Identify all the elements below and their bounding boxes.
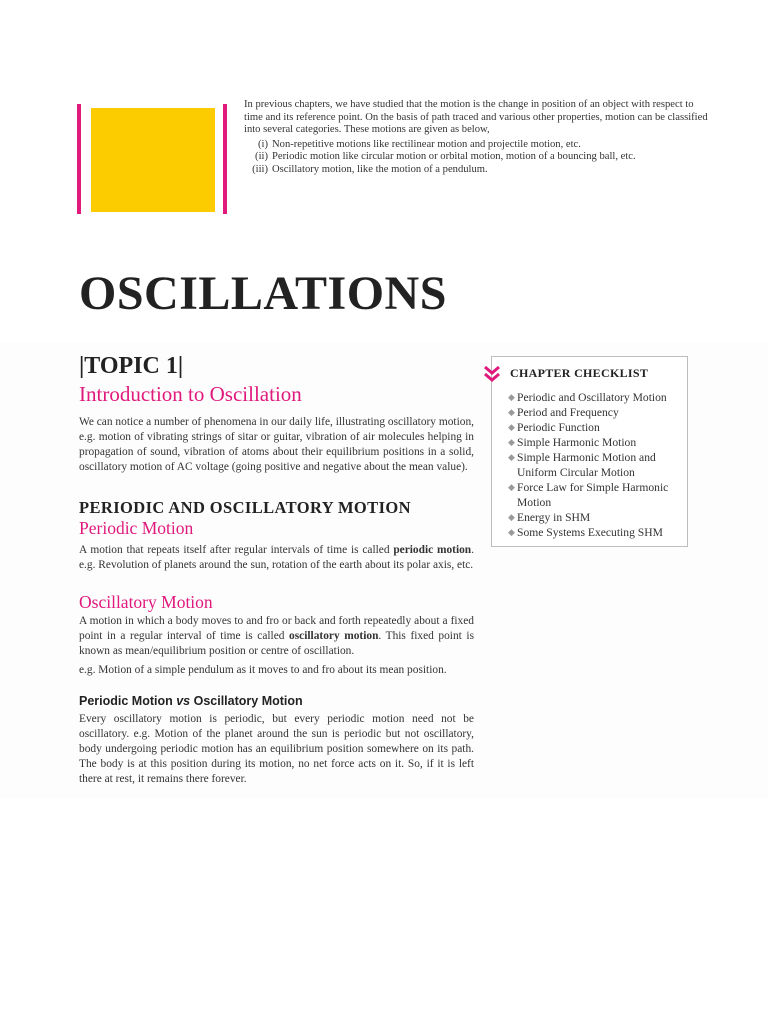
intro-list-item: (iii) Oscillatory motion, like the motion of a pendulum. — [252, 163, 488, 175]
bullet-icon: ◆ — [508, 422, 515, 432]
chapter-title: OSCILLATIONS — [79, 267, 447, 320]
checklist-item: ◆ Some Systems Executing SHM — [508, 526, 663, 539]
checklist-item: ◆ Simple Harmonic Motion and Uniform Circular Motion — [508, 451, 656, 479]
intro-list — [244, 139, 714, 177]
bullet-icon: ◆ — [508, 437, 515, 447]
subheading-periodic-vs-oscillatory: Periodic Motion vs Oscillatory Motion — [79, 694, 303, 708]
header-left-bar — [77, 104, 81, 214]
bullet-icon: ◆ — [508, 482, 515, 492]
bullet-icon: ◆ — [508, 392, 515, 402]
chapter-intro — [244, 99, 714, 177]
bullet-icon: ◆ — [508, 512, 515, 522]
checklist-item: ◆ Energy in SHM — [508, 511, 591, 524]
double-chevron-down-icon — [482, 364, 502, 384]
checklist-item: ◆ Periodic Function — [508, 421, 600, 434]
bullet-icon: ◆ — [508, 407, 515, 417]
subheading-oscillatory-motion: Oscillatory Motion — [79, 592, 213, 612]
oscillatory-motion-paragraph: A motion in which a body moves to and fro or back and forth repeatedly about a fixed point in a regular interval of time is called oscillatory motion. This fixed point is known as mean/equilibrium position or centre of oscillation. e.g. Motion of a simple pendulum as it moves to and fro about its mean position. — [79, 615, 474, 676]
checklist-item: ◆ Force Law for Simple Harmonic Motion — [508, 481, 669, 509]
intro-list-item: (ii) Periodic motion like circular motion or orbital motion, motion of a bouncing ball, etc. — [255, 151, 636, 163]
topic-title: Introduction to Oscillation — [79, 382, 302, 406]
header-yellow-block — [91, 108, 215, 212]
subheading-periodic-motion: Periodic Motion — [79, 518, 194, 538]
bullet-icon: ◆ — [508, 452, 515, 462]
section-heading-periodic-oscillatory: PERIODIC AND OSCILLATORY MOTION — [79, 498, 411, 517]
checklist-item: ◆ Periodic and Oscillatory Motion — [508, 391, 667, 404]
term-periodic-motion: periodic motion — [393, 544, 472, 556]
header-right-bar — [223, 104, 227, 214]
checklist-item: ◆ Simple Harmonic Motion — [508, 436, 637, 449]
periodic-motion-paragraph: A motion that repeats itself after regular intervals of time is called periodic motion. e.g. Revolution of planets around the sun, rotation of the earth about its polar axis, etc. — [79, 544, 474, 571]
topic-label: |TOPIC 1| — [79, 353, 184, 379]
checklist-items — [508, 390, 688, 540]
intro-paragraph: In previous chapters, we have studied that the motion is the change in position of an object with respect to time and its reference point. On the basis of path traced and various other properties, motion can be classified into several categories. These motions are given as below, — [244, 99, 708, 136]
oscillatory-example: e.g. Motion of a simple pendulum as it moves to and fro about its mean position. — [79, 663, 447, 676]
checklist-item: ◆ Period and Frequency — [508, 406, 619, 419]
intro-list-item: (i) Non-repetitive motions like rectilinear motion and projectile motion, etc. — [258, 138, 581, 150]
comparison-paragraph: Every oscillatory motion is periodic, but every periodic motion need not be oscillatory. e.g. Motion of the planet around the sun is periodic but not oscillatory, body undergoing periodic motion has an equilibrium position somewhere on its path. The body is at this position during its motion, no net force acts on it. So, if it is left there at rest, it remains there forever. — [79, 713, 474, 785]
term-oscillatory-motion: oscillatory motion — [289, 629, 379, 642]
intro-body-paragraph: We can notice a number of phenomena in our daily life, illustrating oscillatory motion, e.g. motion of vibrating strings of sitar or guitar, vibration of air molecules helping in propagation of sound, vibration of atoms about their equilibrium positions in a solid, oscillatory motion of AC voltage (going positive and negative about the mean value). — [79, 416, 474, 473]
bullet-icon: ◆ — [508, 527, 515, 537]
checklist-title: CHAPTER CHECKLIST — [510, 366, 649, 380]
